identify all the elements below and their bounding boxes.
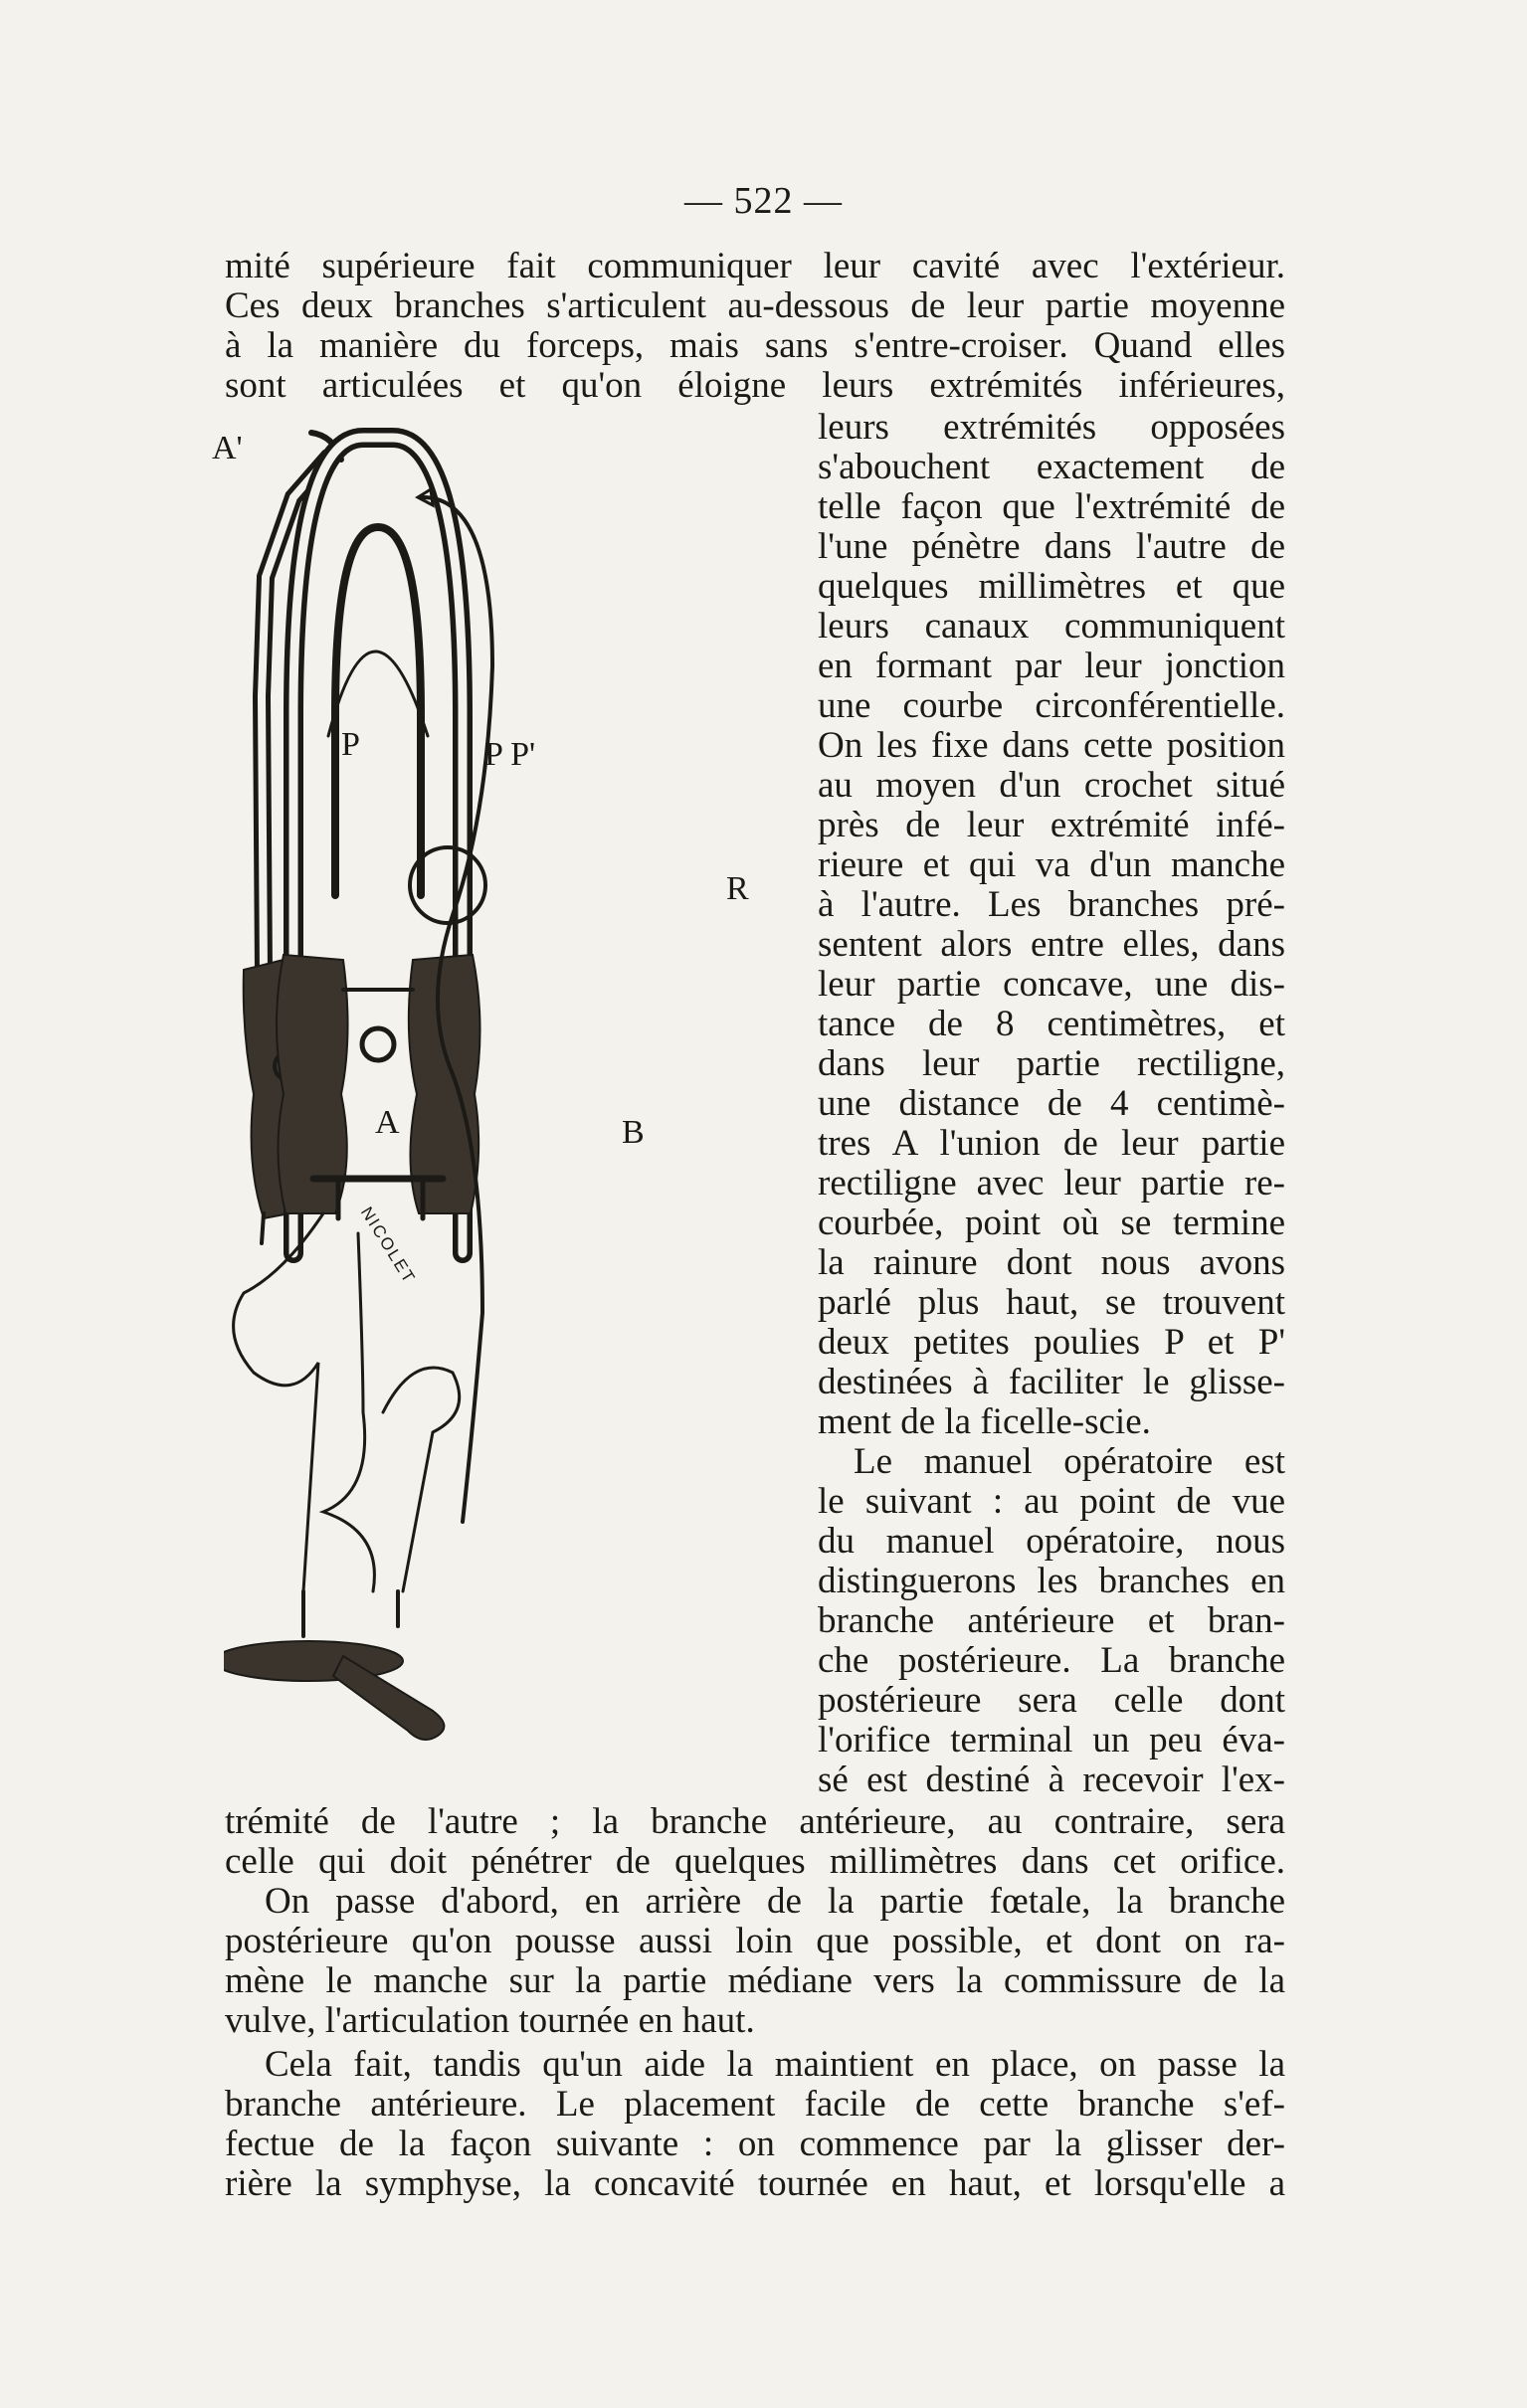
text-line: rectiligne avec leur partie re- [818, 1163, 1285, 1204]
chain-saw-wire [234, 1213, 323, 1591]
text-line: vulve, l'articulation tournée en haut. [225, 2000, 755, 2041]
figure-label-b: B [622, 1114, 645, 1151]
figure-label-p-p-prime: P P' [484, 736, 536, 773]
text-line: postérieure sera celle dont [818, 1680, 1285, 1721]
loop-inner [335, 527, 421, 895]
handle-a [277, 955, 348, 1213]
figure-label-p: P [341, 726, 360, 763]
text-line: sentent alors entre elles, dans [818, 924, 1285, 965]
text-line: deux petites poulies P et P' [818, 1322, 1285, 1363]
text-line: leur partie concave, une dis- [818, 964, 1285, 1005]
text-line: quelques millimètres et que [818, 566, 1285, 607]
figure-label-r: R [726, 870, 749, 907]
central-pulley [362, 1028, 394, 1060]
text-line: une distance de 4 centimè- [818, 1083, 1285, 1124]
text-line: dans leur partie rectiligne, [818, 1043, 1285, 1084]
text-line: près de leur extrémité infé- [818, 805, 1285, 845]
text-line: telle façon que l'extrémité de [818, 486, 1285, 527]
text-line: courbée, point où se termine [818, 1203, 1285, 1243]
text-line: rieure et qui va d'un manche [818, 844, 1285, 885]
text-line: à la manière du forceps, mais sans s'entre-croiser. Quand elles [225, 325, 1285, 366]
text-line: au moyen d'un crochet situé [818, 765, 1285, 806]
text-line: l'une pénètre dans l'autre de [818, 526, 1285, 567]
text-line: l'orifice terminal un peu éva- [818, 1720, 1285, 1760]
text-line: leurs canaux communiquent [818, 606, 1285, 647]
text-line: sont articulées et qu'on éloigne leurs extrémités inférieures, [225, 365, 1285, 406]
text-line: branche antérieure et bran- [818, 1600, 1285, 1641]
text-line: destinées à faciliter le glisse- [818, 1362, 1285, 1402]
text-line: ment de la ficelle-scie. [818, 1401, 1151, 1442]
text-line: sé est destiné à recevoir l'ex- [818, 1760, 1285, 1800]
text-line: à l'autre. Les branches pré- [818, 884, 1285, 925]
text-line: branche antérieure. Le placement facile de cette branche s'ef- [225, 2084, 1285, 2125]
engraver-signature: NICOLET [356, 1204, 420, 1288]
text-line: Le manuel opératoire est [854, 1441, 1285, 1482]
instrument-figure [212, 418, 806, 1830]
text-line: mité supérieure fait communiquer leur cavité avec l'extérieur. [225, 246, 1285, 286]
text-line: celle qui doit pénétrer de quelques millimètres dans cet orifice. [225, 1841, 1285, 1882]
handle-b [409, 955, 480, 1213]
text-line: Ces deux branches s'articulent au-dessous de leur partie moyenne [225, 285, 1285, 326]
text-line: fectue de la façon suivante : on commence par la glisser der- [225, 2124, 1285, 2164]
text-line: une courbe circonférentielle. [818, 685, 1285, 726]
figure-label-a-prime: A' [212, 430, 243, 466]
text-line: leurs extrémités opposées [818, 407, 1285, 448]
text-line: postérieure qu'on pousse aussi loin que possible, et dont on ra- [225, 1921, 1285, 1961]
page-number: — 522 — [684, 180, 843, 222]
text-line: en formant par leur jonction [818, 646, 1285, 686]
text-line: s'abouchent exactement de [818, 447, 1285, 487]
text-line: rière la symphyse, la concavité tournée en haut, et lorsqu'elle a [225, 2163, 1285, 2204]
text-line: le suivant : au point de vue [818, 1481, 1285, 1522]
text-line: tres A l'union de leur partie [818, 1123, 1285, 1164]
text-line: du manuel opératoire, nous [818, 1521, 1285, 1562]
text-line: On passe d'abord, en arrière de la partie fœtale, la branche [265, 1881, 1285, 1922]
text-line: distinguerons les branches en [818, 1561, 1285, 1601]
text-line: la rainure dont nous avons [818, 1242, 1285, 1283]
text-line: On les fixe dans cette position [818, 725, 1285, 766]
text-line: tance de 8 centimètres, et [818, 1004, 1285, 1044]
text-line: mène le manche sur la partie médiane vers la commissure de la [225, 1960, 1285, 2001]
text-line: Cela fait, tandis qu'un aide la maintient en place, on passe la [265, 2044, 1285, 2085]
figure-label-a: A [375, 1104, 400, 1141]
text-line: parlé plus haut, se trouvent [818, 1282, 1285, 1323]
text-line: che postérieure. La branche [818, 1640, 1285, 1681]
text-line: trémité de l'autre ; la branche antérieure, au contraire, sera [225, 1801, 1285, 1842]
